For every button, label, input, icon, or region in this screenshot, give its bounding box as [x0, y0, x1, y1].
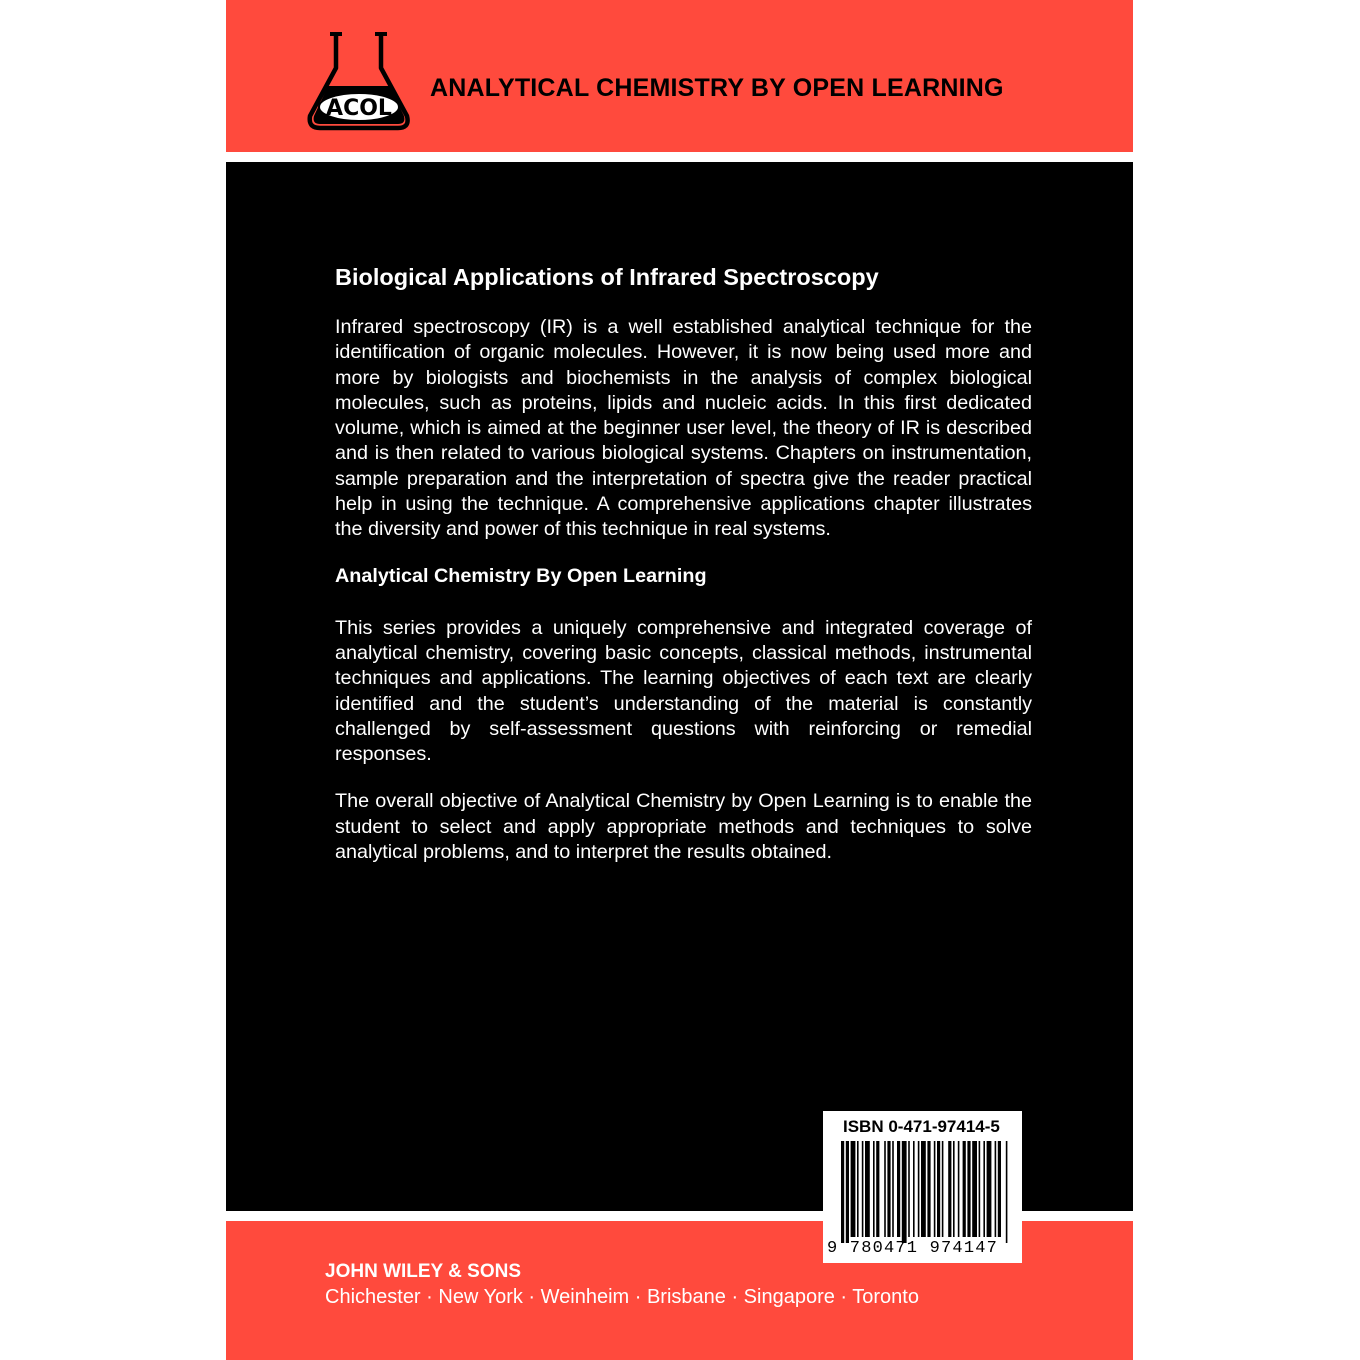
ean-number: 9 780471 974147: [827, 1239, 999, 1258]
publisher-cities: Chichester · New York · Weinheim · Brisbane · Singapore · Toronto: [325, 1286, 919, 1308]
series-header: ANALYTICAL CHEMISTRY BY OPEN LEARNING: [430, 74, 1004, 102]
svg-text:ACOL: ACOL: [326, 96, 392, 121]
series-heading: Analytical Chemistry By Open Learning: [335, 564, 707, 587]
flask-logo-icon: [306, 28, 412, 134]
header-band: [226, 0, 1133, 152]
series-paragraph: This series provides a uniquely comprehensive and integrated coverage of analytical chemistry, covering basic concepts, classical methods, instrumental techniques and applications. The learning objectives of each text are clearly identified and the student’s understanding of the material is constantly challenged by self-assessment questions with reinforcing or remedial responses.: [335, 616, 1032, 766]
book-description: Infrared spectroscopy (IR) is a well established analytical technique for the identification of organic molecules. However, it is now being used more and more by biologists and biochemists in the analysis of complex biological molecules, such as proteins, lipids and nucleic acids. In this first dedicated volume, which is aimed at the beginner user level, the theory of IR is described and is then related to various biological systems. Chapters on instrumentation, sample preparation and the interpretation of spectra give the reader practical help in using the technique. A comprehensive applications chapter illustrates the diversity and power of this technique in real systems.: [335, 316, 1032, 541]
isbn-label: ISBN 0-471-97414-5: [843, 1117, 1000, 1136]
barcode-icon: [841, 1141, 1009, 1243]
book-title: Biological Applications of Infrared Spectroscopy: [335, 264, 879, 290]
barcode-box: [823, 1111, 1022, 1263]
publisher-name: JOHN WILEY & SONS: [325, 1261, 522, 1282]
series-objective-paragraph: The overall objective of Analytical Chemistry by Open Learning is to enable the student to select and apply appropriate methods and techniques to solve analytical problems, and to interpret the results obtained.: [335, 790, 1032, 864]
book-back-cover: [226, 0, 1133, 1360]
blurb-content: [335, 264, 1032, 887]
